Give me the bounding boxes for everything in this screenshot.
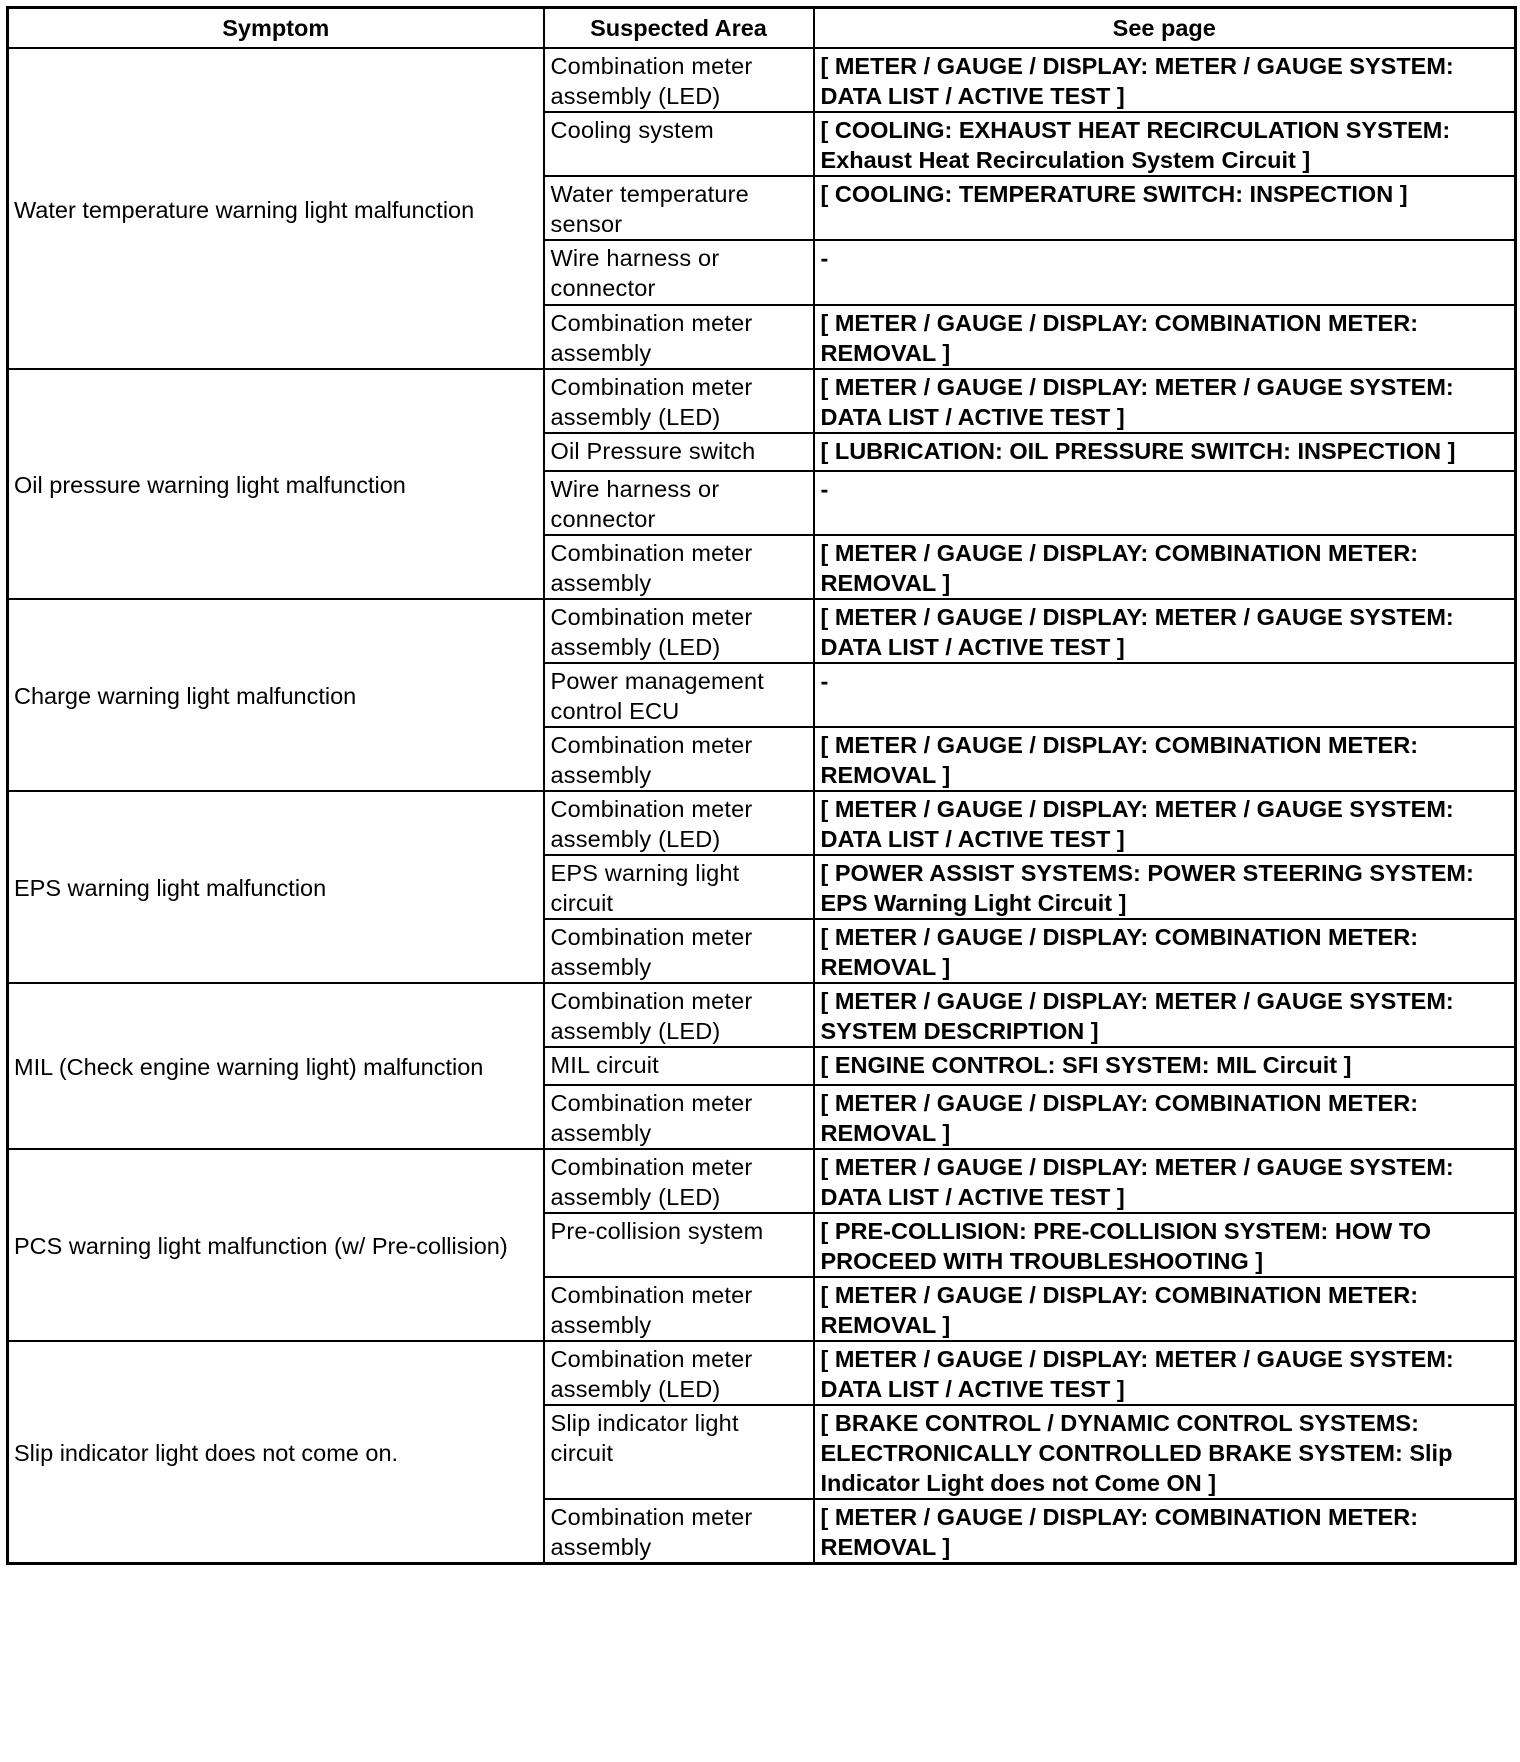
see-page-cell: [ METER / GAUGE / DISPLAY: METER / GAUGE SYSTEM: DATA LIST / ACTIVE TEST ]	[814, 48, 1516, 112]
symptom-cell: Slip indicator light does not come on.	[8, 1341, 544, 1564]
header-symptom: Symptom	[8, 8, 544, 49]
suspected-area-cell: Water temperature sensor	[544, 176, 814, 240]
suspected-area-cell: Wire harness or connector	[544, 471, 814, 535]
symptom-cell: Water temperature warning light malfunction	[8, 48, 544, 369]
see-page-cell: [ COOLING: TEMPERATURE SWITCH: INSPECTION ]	[814, 176, 1516, 240]
see-page-cell: [ ENGINE CONTROL: SFI SYSTEM: MIL Circuit ]	[814, 1047, 1516, 1085]
table-row	[8, 369, 1516, 433]
suspected-area-cell: Combination meter assembly	[544, 1277, 814, 1341]
symptom-cell: PCS warning light malfunction (w/ Pre-collision)	[8, 1149, 544, 1341]
see-page-cell: [ COOLING: EXHAUST HEAT RECIRCULATION SYSTEM: Exhaust Heat Recirculation System Circuit ]	[814, 112, 1516, 176]
table-row	[8, 1149, 1516, 1213]
suspected-area-cell: Combination meter assembly (LED)	[544, 1149, 814, 1213]
see-page-cell: [ METER / GAUGE / DISPLAY: METER / GAUGE SYSTEM: DATA LIST / ACTIVE TEST ]	[814, 1341, 1516, 1405]
symptom-cell: Oil pressure warning light malfunction	[8, 369, 544, 599]
suspected-area-cell: Slip indicator light circuit	[544, 1405, 814, 1499]
see-page-cell: [ POWER ASSIST SYSTEMS: POWER STEERING SYSTEM: EPS Warning Light Circuit ]	[814, 855, 1516, 919]
see-page-cell: -	[814, 663, 1516, 727]
symptom-cell: EPS warning light malfunction	[8, 791, 544, 983]
see-page-cell: [ METER / GAUGE / DISPLAY: COMBINATION METER: REMOVAL ]	[814, 727, 1516, 791]
see-page-cell: [ LUBRICATION: OIL PRESSURE SWITCH: INSPECTION ]	[814, 433, 1516, 471]
suspected-area-cell: Combination meter assembly	[544, 535, 814, 599]
suspected-area-cell: Combination meter assembly (LED)	[544, 1341, 814, 1405]
suspected-area-cell: Combination meter assembly	[544, 1499, 814, 1564]
suspected-area-cell: Power management control ECU	[544, 663, 814, 727]
see-page-cell: [ PRE-COLLISION: PRE-COLLISION SYSTEM: HOW TO PROCEED WITH TROUBLESHOOTING ]	[814, 1213, 1516, 1277]
see-page-cell: [ METER / GAUGE / DISPLAY: COMBINATION METER: REMOVAL ]	[814, 1277, 1516, 1341]
see-page-cell: [ METER / GAUGE / DISPLAY: METER / GAUGE SYSTEM: DATA LIST / ACTIVE TEST ]	[814, 791, 1516, 855]
see-page-cell: -	[814, 240, 1516, 305]
table-row	[8, 599, 1516, 663]
suspected-area-cell: Combination meter assembly (LED)	[544, 983, 814, 1047]
table-row	[8, 983, 1516, 1047]
see-page-cell: [ METER / GAUGE / DISPLAY: METER / GAUGE SYSTEM: DATA LIST / ACTIVE TEST ]	[814, 369, 1516, 433]
suspected-area-cell: Combination meter assembly (LED)	[544, 48, 814, 112]
suspected-area-cell: Combination meter assembly	[544, 1085, 814, 1149]
see-page-cell: [ METER / GAUGE / DISPLAY: COMBINATION METER: REMOVAL ]	[814, 305, 1516, 369]
see-page-cell: [ METER / GAUGE / DISPLAY: COMBINATION METER: REMOVAL ]	[814, 919, 1516, 983]
table-body	[8, 48, 1516, 1564]
see-page-cell: [ METER / GAUGE / DISPLAY: METER / GAUGE SYSTEM: DATA LIST / ACTIVE TEST ]	[814, 599, 1516, 663]
suspected-area-cell: Wire harness or connector	[544, 240, 814, 305]
suspected-area-cell: Combination meter assembly (LED)	[544, 791, 814, 855]
suspected-area-cell: Combination meter assembly	[544, 919, 814, 983]
suspected-area-cell: EPS warning light circuit	[544, 855, 814, 919]
suspected-area-cell: MIL circuit	[544, 1047, 814, 1085]
suspected-area-cell: Combination meter assembly	[544, 305, 814, 369]
header-see-page: See page	[814, 8, 1516, 49]
see-page-cell: [ METER / GAUGE / DISPLAY: COMBINATION METER: REMOVAL ]	[814, 1499, 1516, 1564]
table-row	[8, 791, 1516, 855]
see-page-cell: [ METER / GAUGE / DISPLAY: COMBINATION METER: REMOVAL ]	[814, 535, 1516, 599]
header-row	[8, 8, 1516, 49]
symptom-cell: MIL (Check engine warning light) malfunction	[8, 983, 544, 1149]
see-page-cell: [ BRAKE CONTROL / DYNAMIC CONTROL SYSTEMS: ELECTRONICALLY CONTROLLED BRAKE SYSTEM: Slip Indicator Light does not Come ON ]	[814, 1405, 1516, 1499]
see-page-cell: [ METER / GAUGE / DISPLAY: METER / GAUGE SYSTEM: SYSTEM DESCRIPTION ]	[814, 983, 1516, 1047]
see-page-cell: [ METER / GAUGE / DISPLAY: METER / GAUGE SYSTEM: DATA LIST / ACTIVE TEST ]	[814, 1149, 1516, 1213]
see-page-cell: -	[814, 471, 1516, 535]
suspected-area-cell: Combination meter assembly (LED)	[544, 369, 814, 433]
table-row	[8, 48, 1516, 112]
symptom-cell: Charge warning light malfunction	[8, 599, 544, 791]
suspected-area-cell: Cooling system	[544, 112, 814, 176]
suspected-area-cell: Oil Pressure switch	[544, 433, 814, 471]
troubleshooting-table	[6, 6, 1517, 1565]
suspected-area-cell: Combination meter assembly (LED)	[544, 599, 814, 663]
header-suspected-area: Suspected Area	[544, 8, 814, 49]
see-page-cell: [ METER / GAUGE / DISPLAY: COMBINATION METER: REMOVAL ]	[814, 1085, 1516, 1149]
suspected-area-cell: Combination meter assembly	[544, 727, 814, 791]
suspected-area-cell: Pre-collision system	[544, 1213, 814, 1277]
table-row	[8, 1341, 1516, 1405]
